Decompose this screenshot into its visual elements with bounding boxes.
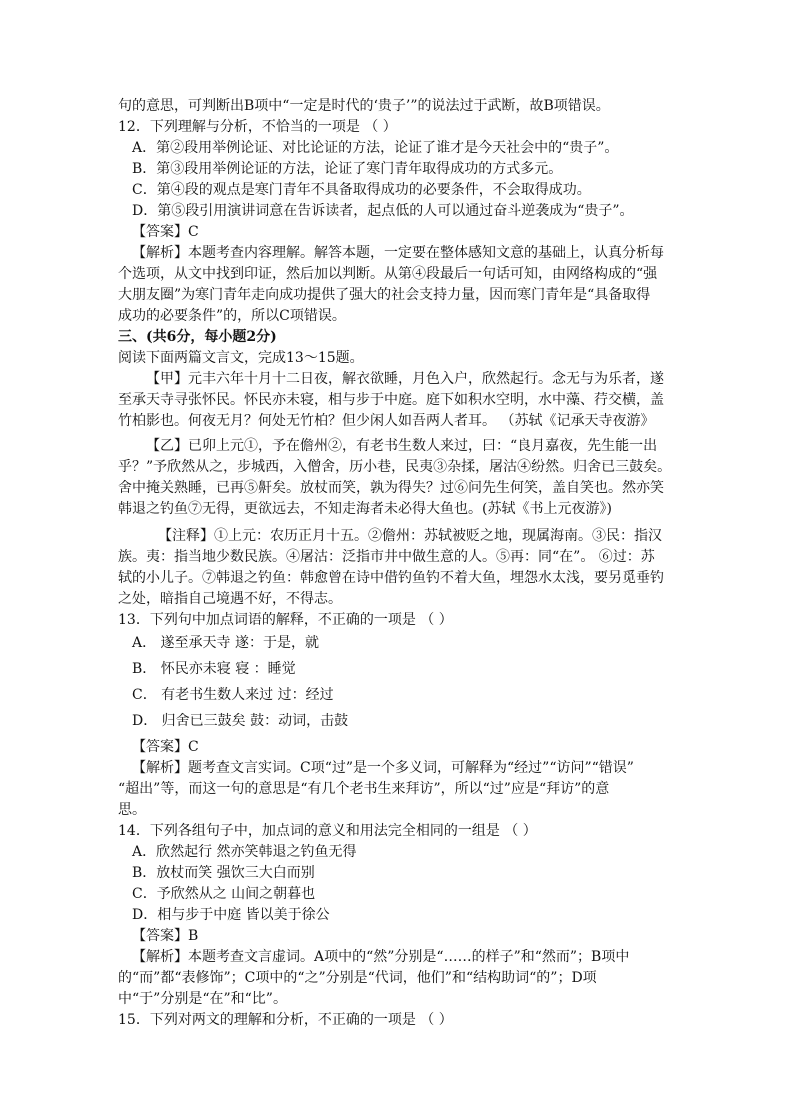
passage-yi-line: 韩退之钓鱼⑦无得，更欲远去，不知走海者未必得大鱼也。(苏轼《书上元夜游》)	[118, 501, 612, 517]
answer-label: 【答案】C	[132, 739, 199, 755]
analysis-line: 中“于”分别是“在”和“比”。	[118, 991, 287, 1007]
option-b: B．放杖而笑 强饮三大白而别	[132, 865, 315, 881]
notes-line: 之处，暗指自己境遇不好，不得志。	[118, 591, 342, 607]
option-a: A．欣然起行 然亦笑韩退之钓鱼无得	[132, 844, 357, 860]
option-d: D．第⑤段引用演讲词意在告诉读者，起点低的人可以通过奋斗逆袭成为“贵子”。	[132, 203, 634, 219]
option-c: C．予欣然从之 山间之朝暮也	[132, 886, 316, 902]
answer-label: 【答案】C	[132, 224, 199, 240]
option-c: C． 有老书生数人来过 过：经过	[132, 687, 334, 703]
question-14: 14．下列各组句子中，加点词的意义和用法完全相同的一组是 （ ）	[118, 823, 537, 839]
notes-line: 【注释】①上元：农历正月十五。②儋州：苏轼被贬之地，现属海南。③民：指汉	[158, 528, 662, 544]
analysis-line: 【解析】题考查文言实词。C项“过”是一个多义词，可解释为“经过”“访问”“错误”	[132, 760, 634, 776]
question-13: 13．下列句中加点词语的解释，不正确的一项是 （ ）	[118, 612, 453, 628]
passage-jia-line: 【甲】元丰六年十月十二日夜，解衣欲睡，月色入户，欣然起行。念无与为乐者，遂	[146, 371, 664, 387]
passage-jia-line: 竹柏影也。何夜无月？何处无竹柏？但少闲人如吾两人者耳。 （苏轼《记承天寺夜游》	[118, 413, 655, 429]
option-d: D．相与步于中庭 皆以美于徐公	[132, 907, 330, 923]
option-a: A．第②段用举例论证、对比论证的方法，论证了谁才是今天社会中的“贵子”。	[132, 140, 619, 156]
answer-label: 【答案】B	[132, 928, 199, 944]
question-15: 15．下列对两文的理解和分析，不正确的一项是 （ ）	[118, 1012, 453, 1028]
section-heading: 三、(共6分，每小题2分)	[118, 329, 277, 345]
text-line: 句的意思，可判断出B项中“一定是时代的‘贵子’”的说法过于武断，故B项错误。	[118, 98, 610, 114]
option-c: C．第④段的观点是寒门青年不具备取得成功的必要条件，不会取得成功。	[132, 182, 591, 198]
passage-yi-line: 舍中掩关熟睡，已再⑤鼾矣。放杖而笑，孰为得失？过⑥问先生何笑，盖自笑也。然亦笑	[118, 480, 664, 496]
analysis-line: 【解析】本题考查文言虚词。A项中的“然”分别是“……的样子”和“然而”；B项中	[132, 949, 630, 965]
question-12: 12．下列理解与分析，不恰当的一项是 （ ）	[118, 119, 397, 135]
analysis-line: 成功的必要条件”的，所以C项错误。	[118, 308, 346, 324]
option-b: B． 怀民亦未寝 寝 ：睡觉	[132, 661, 296, 677]
analysis-line: 个选项，从文中找到印证，然后加以判断。从第④段最后一句话可知，由网络构成的“强	[118, 266, 658, 282]
instruction-line: 阅读下面两篇文言文，完成13～15题。	[118, 350, 364, 366]
analysis-line: 【解析】本题考查内容理解。解答本题，一定要在整体感知文意的基础上，认真分析每	[132, 245, 664, 261]
analysis-line: “超出”等，而这一句的意思是“有几个老书生来拜访”，所以“过”应是“拜访”的意	[118, 781, 610, 797]
analysis-line: 大朋友圈”为寒门青年走向成功提供了强大的社会支持力量，因而寒门青年是“具备取得	[118, 287, 651, 303]
notes-line: 轼的小儿子。⑦韩退之钓鱼：韩愈曾在诗中借钓鱼钓不着大鱼，埋怨水太浅，要另觅垂钓	[118, 570, 664, 586]
analysis-line: 的“而”都“表修饰”；C项中的“之”分别是“代词，他们”和“结构助词“的”；D项	[118, 970, 597, 986]
passage-yi-line: 【乙】已卯上元①，予在儋州②，有老书生数人来过，曰：“良月嘉夜，先生能一出	[146, 438, 658, 454]
passage-yi-line: 乎？”予欣然从之，步城西，入僧舍，历小巷，民夷③杂揉，屠沽④纷然。归舍已三鼓矣。	[118, 459, 672, 475]
notes-line: 族。夷：指当地少数民族。④屠沽：泛指市井中做生意的人。⑤再：同“在”。 ⑥过：苏	[118, 549, 655, 565]
analysis-line: 思。	[118, 802, 146, 818]
option-b: B．第③段用举例论证的方法，论证了寒门青年取得成功的方式多元。	[132, 161, 563, 177]
option-a: A． 遂至承天寺 遂：于是，就	[132, 635, 320, 651]
option-d: D． 归舍已三鼓矣 鼓：动词，击鼓	[132, 713, 349, 729]
passage-jia-line: 至承天寺寻张怀民。怀民亦未寝，相与步于中庭。庭下如积水空明，水中藻、荇交横，盖	[118, 392, 664, 408]
